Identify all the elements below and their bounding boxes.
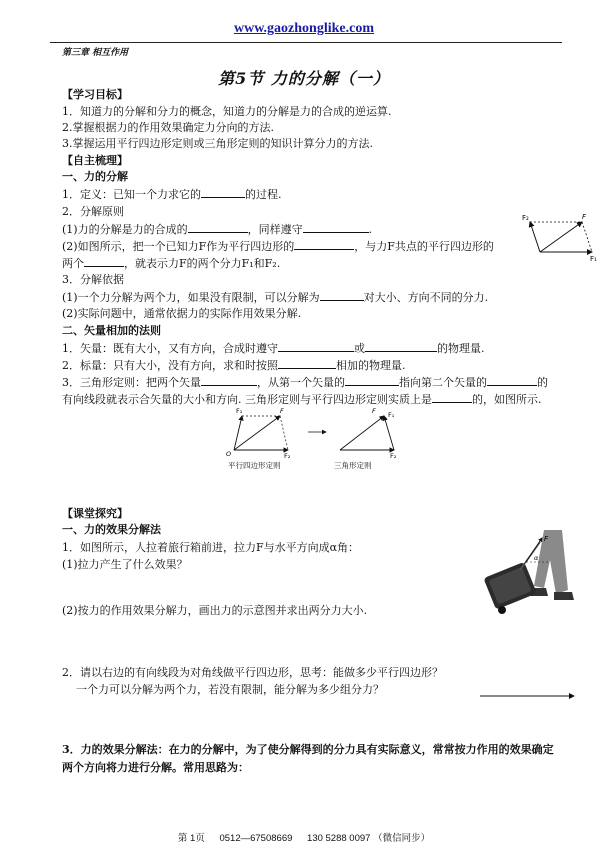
site-url[interactable]: www.gaozhonglike.com: [234, 21, 374, 36]
text-line: (1)一个力分解为两个力，如果没有限制，可以分解为 对大小、方向不同的分力.: [62, 291, 489, 304]
label-f: F: [544, 535, 549, 543]
phone-number: 0512—67508669: [219, 833, 293, 844]
goal-item: 1．知道力的分解和分力的概念，知道力的分解是力的合成的逆运算.: [62, 105, 392, 118]
label-f1: F₁: [590, 255, 597, 263]
classroom-heading: 【课堂探究】: [62, 507, 128, 520]
text-line: 1．定义：已知一个力求它的 的过程.: [62, 188, 282, 201]
goals-heading: 【学习目标】: [62, 88, 128, 101]
footer: [0, 830, 608, 844]
figure-caption: 平行四边形定则: [228, 461, 281, 470]
method-text: 3．力的效果分解法：在力的分解中，为了使分解得到的分力具有实际意义，常常按力作用的效果确定: [62, 743, 554, 756]
text-line: 1．矢量：既有大小，又有方向，合成时遵守 或 的物理量.: [62, 342, 485, 355]
page-number: 第 1页: [177, 833, 205, 844]
label-f: F: [582, 213, 587, 221]
text-line: (1)力的分解是力的合成的 ，同样遵守 .: [62, 223, 373, 236]
phone-number: 130 5288 0097 （微信同步）: [307, 833, 431, 844]
directed-segment: [478, 690, 578, 702]
question: 一个力可以分解为两个力，若没有限制，能分解为多少组分力？: [76, 683, 384, 696]
question: 1．如图所示，人拉着旅行箱前进，拉力F与水平方向成α角：: [62, 541, 360, 554]
label-f: F: [372, 407, 376, 415]
text-line: 有向线段就表示合矢量的大小和方向. 三角形定则与平行四边形定则实质上是 的，如图所示.: [62, 393, 542, 406]
figure-caption: 三角形定则: [334, 461, 372, 470]
text-line: (2)实际问题中，通常依据力的实际作用效果分解.: [62, 307, 302, 320]
text-line: 两个 ，就表示力F的两个分力F₁和F₂.: [62, 257, 281, 270]
label-alpha: α: [534, 554, 539, 562]
text-line: 2．标量：只有大小，没有方向，求和时按照 相加的物理量.: [62, 359, 406, 372]
label-f2: F₂: [522, 214, 529, 222]
label-o: O: [226, 450, 232, 458]
question: (1)拉力产生了什么效果？: [62, 558, 188, 571]
question: 2．请以右边的有向线段为对角线做平行四边形，思考：能做多少平行四边形？: [62, 666, 443, 679]
decomposition-figure: [520, 208, 600, 264]
label-f1: F₁: [236, 407, 243, 415]
text-line: (2)如图所示，把一个已知力F作为平行四边形的 ，与力F共点的平行四边形的: [62, 240, 494, 253]
section-heading: 一、力的分解: [62, 170, 128, 183]
label-f: F: [280, 407, 284, 415]
label-f2: F₂: [284, 452, 291, 460]
question: (2)按力的作用效果分解力，画出力的示意图并求出两分力大小.: [62, 604, 368, 617]
chapter-label: 第三章 相互作用: [62, 48, 129, 58]
text-line: 3．分解依据: [62, 273, 124, 286]
section-heading: 二、矢量相加的法则: [62, 324, 161, 337]
section-heading: 一、力的效果分解法: [62, 523, 161, 536]
header-divider: [50, 42, 562, 43]
text-line: 2．分解原则: [62, 205, 124, 218]
selfstudy-heading: 【自主梳理】: [62, 154, 128, 167]
goal-item: 3.掌握运用平行四边形定则或三角形定则的知识计算分力的方法.: [62, 137, 373, 150]
method-text: 两个方向将力进行分解。常用思路为：: [62, 761, 249, 774]
goal-item: 2.掌握根据力的作用效果确定力分向的方法.: [62, 121, 274, 134]
page-title: 第5节 力的分解（一）: [218, 69, 390, 88]
suitcase-illustration: [482, 530, 578, 620]
text-line: 3．三角形定则：把两个矢量 ，从第一个矢量的 指向第二个矢量的 的: [62, 376, 548, 389]
label-f2: F₂: [390, 452, 397, 460]
label-f1: F₁: [388, 411, 395, 419]
